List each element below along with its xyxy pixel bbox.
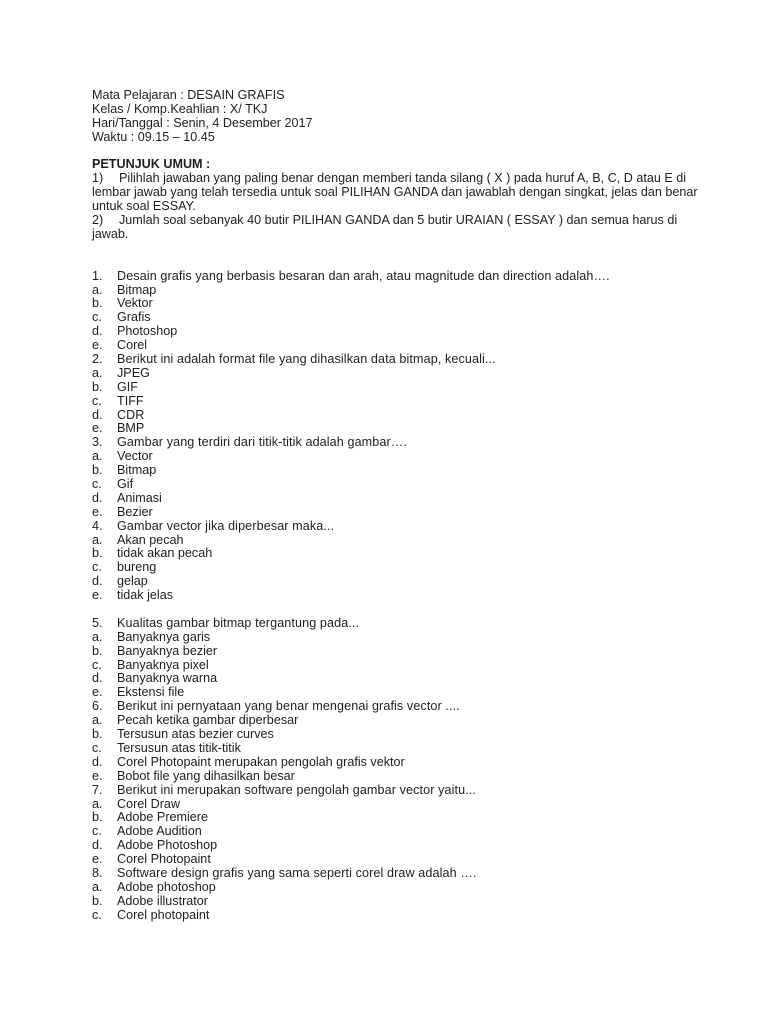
option-letter: e.	[92, 852, 103, 867]
option-text: Adobe illustrator	[117, 893, 209, 908]
answer-option	[92, 672, 712, 686]
option-text: Adobe photoshop	[117, 879, 216, 894]
option-letter: a.	[92, 282, 103, 297]
option-text: gelap	[117, 574, 148, 589]
option-letter: b.	[92, 296, 103, 311]
answer-option	[92, 450, 712, 464]
answer-option	[92, 284, 712, 298]
option-text: Banyaknya pixel	[117, 657, 209, 672]
subject-line: Mata Pelajaran : DESAIN GRAFIS	[92, 88, 285, 102]
option-letter: e.	[92, 685, 103, 700]
answer-option	[92, 339, 712, 353]
answer-option	[92, 811, 712, 825]
option-letter: a.	[92, 449, 103, 464]
instruction-1: 1) Pilihlah jawaban yang paling benar dengan memberi tanda silang ( X ) pada huruf A, B, C, D atau E di lembar jawab yang telah tersedia untuk soal PILIHAN GANDA dan jawablah dengan singkat, jelas dan benar untuk soal ESSAY.	[92, 171, 698, 214]
question-1	[92, 270, 712, 284]
answer-option	[92, 659, 712, 673]
option-text: Adobe Audition	[117, 824, 202, 839]
option-letter: e.	[92, 338, 103, 353]
option-text: Gif	[117, 477, 134, 492]
answer-option	[92, 895, 712, 909]
option-text: tidak jelas	[117, 588, 174, 603]
option-letter: e.	[92, 421, 103, 436]
question-text: Software design grafis yang sama seperti corel draw adalah ….	[117, 865, 477, 880]
option-text: Tersusun atas titik-titik	[117, 740, 241, 755]
option-letter: b.	[92, 643, 103, 658]
answer-option	[92, 853, 712, 867]
question-number: 5.	[92, 615, 103, 630]
option-text: Animasi	[117, 490, 162, 505]
option-text: JPEG	[117, 365, 150, 380]
option-text: Bitmap	[117, 282, 157, 297]
answer-option	[92, 714, 712, 728]
instructions-title: PETUNJUK UMUM :	[92, 157, 211, 172]
option-letter: d.	[92, 754, 103, 769]
answer-option	[92, 367, 712, 381]
option-letter: d.	[92, 490, 103, 505]
question-7	[92, 784, 712, 798]
answer-option	[92, 478, 712, 492]
answer-option	[92, 686, 712, 700]
answer-option	[92, 561, 712, 575]
option-letter: a.	[92, 796, 103, 811]
answer-option	[92, 492, 712, 506]
date-line: Hari/Tanggal : Senin, 4 Desember 2017	[92, 115, 313, 130]
answer-option	[92, 395, 712, 409]
question-text: Berikut ini pernyataan yang benar mengenai grafis vector ....	[117, 699, 460, 714]
answer-option	[92, 589, 712, 603]
option-text: Vector	[117, 449, 153, 464]
answer-option	[92, 839, 712, 853]
class-line: Kelas / Komp.Keahlian : X/ TKJ	[92, 101, 268, 116]
option-text: Banyaknya warna	[117, 671, 218, 686]
question-2	[92, 353, 712, 367]
option-letter: a.	[92, 629, 103, 644]
option-text: Ekstensi file	[117, 685, 185, 700]
question-text: Desain grafis yang berbasis besaran dan arah, atau magnitude dan direction adalah….	[117, 268, 610, 283]
answer-option	[92, 409, 712, 423]
option-letter: a.	[92, 879, 103, 894]
option-letter: c.	[92, 477, 102, 492]
option-letter: b.	[92, 546, 103, 561]
question-text: Berikut ini merupakan software pengolah gambar vector yaitu...	[117, 782, 477, 797]
question-text: Gambar vector jika diperbesar maka...	[117, 518, 335, 533]
question-number: 4.	[92, 518, 103, 533]
option-letter: c.	[92, 824, 102, 839]
time-line: Waktu : 09.15 – 10.45	[92, 129, 215, 144]
answer-option	[92, 909, 712, 923]
question-number: 2.	[92, 352, 103, 366]
answer-option	[92, 422, 712, 436]
answer-option	[92, 631, 712, 645]
option-text: Adobe Premiere	[117, 810, 209, 825]
question-number: 6.	[92, 699, 103, 714]
option-letter: b.	[92, 727, 103, 742]
option-letter: e.	[92, 768, 103, 783]
option-text: Bitmap	[117, 463, 157, 478]
option-letter: a.	[92, 365, 103, 380]
answer-option	[92, 756, 712, 770]
option-letter: d.	[92, 574, 103, 589]
option-letter: b.	[92, 463, 103, 478]
option-letter: d.	[92, 407, 103, 422]
option-text: Pecah ketika gambar diperbesar	[117, 713, 299, 728]
answer-option	[92, 297, 712, 311]
option-text: TIFF	[117, 393, 144, 408]
answer-option	[92, 825, 712, 839]
question-text: Kualitas gambar bitmap tergantung pada...	[117, 615, 360, 630]
question-8	[92, 867, 712, 881]
option-text: Corel photopaint	[117, 907, 210, 922]
option-letter: e.	[92, 504, 103, 519]
answer-option	[92, 645, 712, 659]
question-number: 1.	[92, 268, 103, 283]
option-letter: b.	[92, 810, 103, 825]
option-text: Grafis	[117, 310, 151, 325]
option-letter: b.	[92, 893, 103, 908]
question-number: 8.	[92, 865, 103, 880]
option-text: Banyaknya bezier	[117, 643, 218, 658]
answer-option	[92, 381, 712, 395]
option-letter: c.	[92, 907, 102, 922]
option-text: tidak akan pecah	[117, 546, 213, 561]
instruction-2: 2) Jumlah soal sebanyak 40 butir PILIHAN GANDA dan 5 butir URAIAN ( ESSAY ) dan semua harus di jawab.	[92, 213, 678, 241]
answer-option	[92, 325, 712, 339]
option-letter: e.	[92, 588, 103, 603]
option-text: Corel	[117, 338, 148, 353]
option-letter: c.	[92, 560, 102, 575]
answer-option	[92, 506, 712, 520]
option-text: Adobe Photoshop	[117, 838, 218, 853]
option-letter: d.	[92, 838, 103, 853]
option-text: CDR	[117, 407, 145, 422]
answer-option	[92, 728, 712, 742]
option-text: Corel Photopaint merupakan pengolah grafis vektor	[117, 754, 405, 769]
option-text: bureng	[117, 560, 157, 575]
question-6	[92, 700, 712, 714]
option-letter: c.	[92, 393, 102, 408]
answer-option	[92, 881, 712, 895]
option-letter: b.	[92, 379, 103, 394]
option-text: Vektor	[117, 296, 153, 311]
question-4	[92, 520, 712, 534]
option-letter: d.	[92, 324, 103, 339]
option-text: GIF	[117, 379, 138, 394]
answer-option	[92, 534, 712, 548]
option-text: Akan pecah	[117, 532, 184, 547]
option-letter: d.	[92, 671, 103, 686]
answer-option	[92, 770, 712, 784]
option-text: BMP	[117, 421, 145, 436]
option-text: Photoshop	[117, 324, 178, 339]
option-letter: a.	[92, 713, 103, 728]
option-text: Bezier	[117, 504, 153, 519]
document-page	[92, 89, 712, 923]
option-text: Corel Draw	[117, 796, 180, 811]
question-number: 3.	[92, 435, 103, 450]
option-text: Banyaknya garis	[117, 629, 211, 644]
question-5	[92, 617, 712, 631]
option-letter: c.	[92, 310, 102, 325]
answer-option	[92, 742, 712, 756]
question-list	[92, 270, 712, 923]
option-text: Bobot file yang dihasilkan besar	[117, 768, 295, 783]
answer-option	[92, 547, 712, 561]
question-text: Berikut ini adalah format file yang dihasilkan data bitmap, kecuali...	[117, 352, 496, 366]
option-letter: a.	[92, 532, 103, 547]
answer-option	[92, 575, 712, 589]
question-text: Gambar yang terdiri dari titik-titik adalah gambar….	[117, 435, 408, 450]
answer-option	[92, 464, 712, 478]
option-letter: c.	[92, 740, 102, 755]
option-text: Corel Photopaint	[117, 852, 211, 867]
option-letter: c.	[92, 657, 102, 672]
option-text: Tersusun atas bezier curves	[117, 727, 274, 742]
answer-option	[92, 311, 712, 325]
answer-option	[92, 798, 712, 812]
question-number: 7.	[92, 782, 103, 797]
question-3	[92, 436, 712, 450]
